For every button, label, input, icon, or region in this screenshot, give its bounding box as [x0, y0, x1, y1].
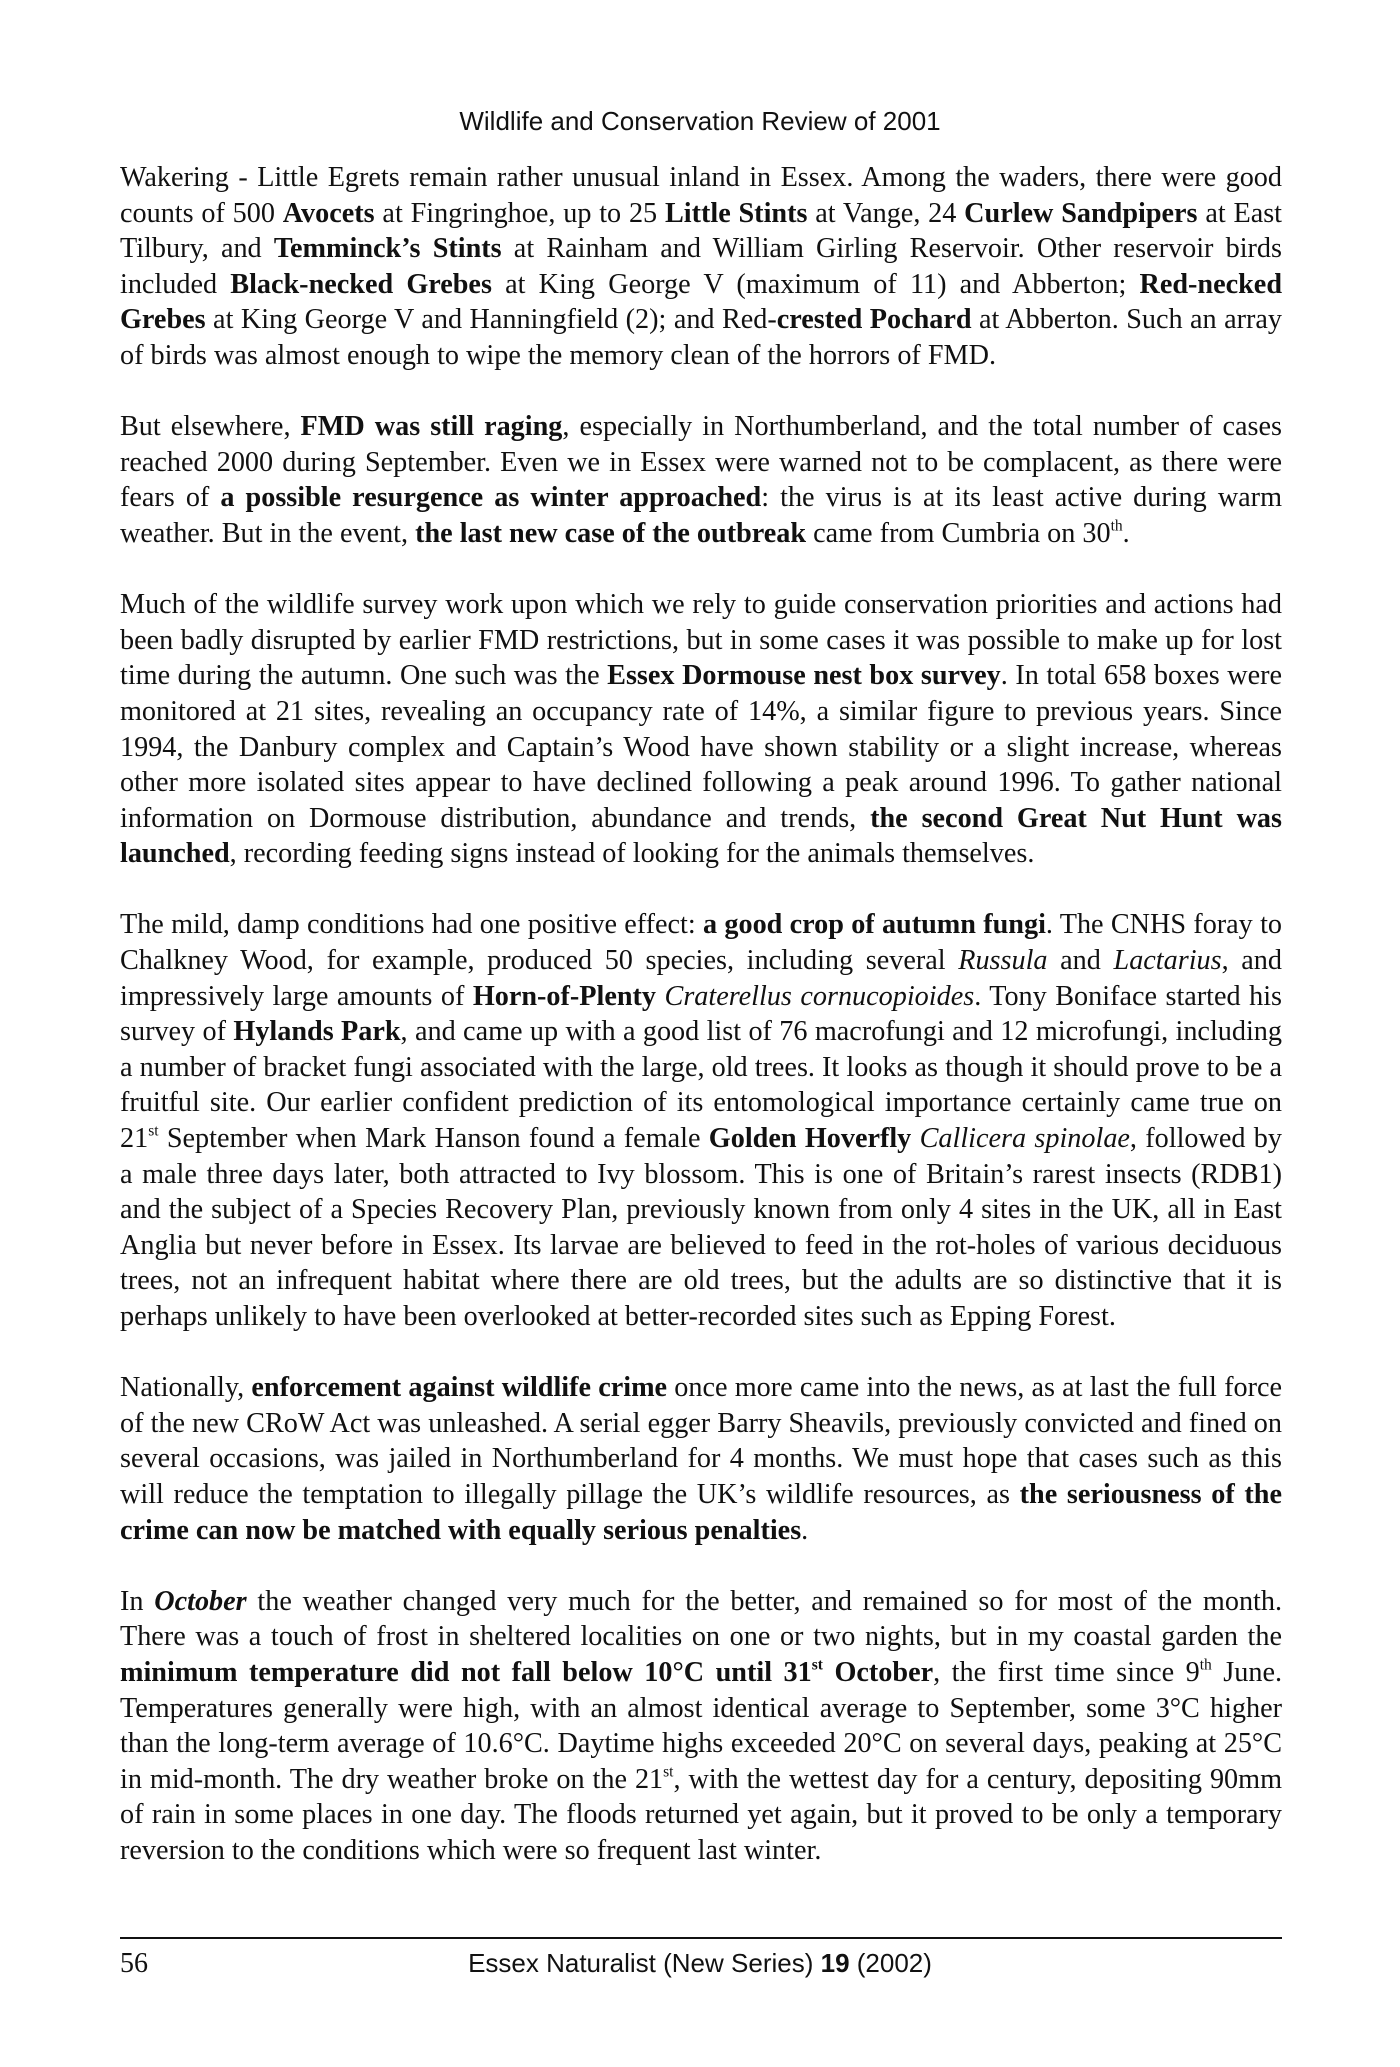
running-head: Wildlife and Conservation Review of 2001	[459, 106, 941, 136]
paragraph	[120, 1370, 1282, 1548]
paragraph	[120, 907, 1282, 1334]
text-run: st	[148, 1122, 159, 1140]
text-run: , especially in Northumberland, and the total number of cases reached 2000 during September. Even we in Essex were warned not to be complacent, as there were fears of	[120, 411, 1282, 514]
text-run: : the virus is at its least active during warm weather. But in the event,	[120, 482, 1282, 549]
text-run: In	[120, 1585, 155, 1617]
text-run: a good crop of autumn fungi	[703, 909, 1046, 941]
text-run: Temminck’s Stints	[273, 233, 502, 265]
text-run: But elsewhere,	[120, 411, 301, 443]
text-run: September when Mark Hanson found a female	[158, 1123, 709, 1155]
text-run: st	[811, 1656, 823, 1674]
text-run: the seriousness of the crime can now be matched with equally serious penalties	[120, 1478, 1282, 1546]
text-run: the weather changed very much for the better, and remained so for most of the month. There was a touch of frost in sheltered localities on one or two nights, but in my coastal garden the	[120, 1585, 1283, 1653]
text-run: the second Great Nut Hunt was launched	[120, 802, 1282, 870]
text-run: at King George V and Hanningfield (2); and Red-	[205, 304, 777, 336]
text-run	[656, 981, 665, 1012]
paragraph	[120, 587, 1282, 872]
text-run: Lactarius	[1113, 945, 1222, 977]
text-run: st	[663, 1763, 674, 1781]
text-run: Curlew Sandpipers	[964, 197, 1198, 229]
text-run: and	[1047, 945, 1114, 977]
journal-title: Essex Naturalist (New Series)	[468, 1948, 821, 1978]
text-run: th	[1199, 1656, 1212, 1674]
text-run: . The CNHS foray to Chalkney Wood, for example, produced 50 species, including several	[120, 909, 1282, 977]
text-run: .	[1122, 517, 1130, 549]
text-run: The mild, damp conditions had one positive effect:	[120, 909, 704, 941]
text-run: Craterellus cornucopioides	[664, 980, 975, 1012]
text-run: th	[1110, 517, 1123, 535]
text-run: at East Tilbury, and	[120, 197, 1283, 265]
text-run: . In total 658 boxes were monitored at 21 sites, revealing an occupancy rate of 14%, a similar figure to previous years. Since 1994, the Danbury complex and Captain’s Wood have shown stability or a slight increase, whereas other more isolated sites appear to have declined following a peak around 1996. To gather national information on Dormouse distribution, abundance and trends,	[120, 660, 1282, 834]
text-run: Nationally,	[120, 1372, 252, 1404]
text-run: Callicera spinolae	[919, 1123, 1130, 1155]
text-run: at Fingringhoe, up to 25	[374, 197, 665, 229]
journal-volume: 19	[820, 1948, 850, 1978]
text-run: at Rainham and William Girling Reservoir. Other reservoir birds included	[120, 233, 1282, 300]
text-run: . Tony Boniface started his survey of	[120, 980, 1282, 1048]
page-number: 56	[120, 1948, 148, 1979]
text-run: enforcement against wildlife crime	[251, 1372, 668, 1404]
article-body	[120, 160, 1282, 1904]
text-run: , recording feeding signs instead of looking for the animals themselves.	[229, 838, 1035, 870]
text-run: , followed by a male three days later, both attracted to Ivy blossom. This is one of Britain’s rarest insects (RDB1) and the subject of a Species Recovery Plan, previously known from only 4 sites in the UK, all in East Anglia but never before in Essex. Its larvae are believed to feed in the rot-holes of various deciduous trees, not an infrequent habitat where there are old trees, but the adults are so distinctive that it is perhaps unlikely to have been overlooked at better-recorded sites such as Epping Forest.	[120, 1123, 1282, 1332]
text-run: FMD was still raging	[300, 411, 563, 443]
text-run: a possible resurgence as winter approached	[220, 482, 762, 514]
text-run: , the first time since 9	[933, 1656, 1200, 1688]
text-run: at Abberton. Such an array of birds was almost enough to wipe the memory clean of the horrors of FMD.	[120, 304, 1282, 371]
text-run: Red-necked Grebes	[120, 268, 1282, 336]
text-run: Black-necked Grebes	[230, 268, 492, 300]
journal-footer	[0, 1948, 1400, 1979]
text-run: minimum temperature did not fall below 10°C until 31	[120, 1656, 812, 1688]
text-run: Avocets	[282, 197, 375, 229]
text-run: October	[154, 1585, 247, 1617]
journal-year: (2002)	[849, 1948, 932, 1978]
text-run: Russula	[958, 945, 1048, 977]
paragraph	[120, 160, 1282, 374]
text-run: October	[822, 1656, 934, 1688]
text-run: the last new case of the outbreak	[415, 517, 807, 549]
text-run: Horn-of-Plenty	[472, 980, 657, 1012]
text-run: Wakering - Little Egrets remain rather unusual inland in Essex. Among the waders, there were good counts of 500	[120, 162, 1282, 229]
text-run: June. Temperatures generally were high, with an almost identical average to September, some 3°C higher than the long-term average of 10.6°C. Daytime highs exceeded 20°C on several days, peaking at 25°C in mid-month. The dry weather broke on the 21	[120, 1656, 1283, 1795]
footer-rule	[120, 1937, 1282, 1939]
text-run: , with the wettest day for a century, depositing 90mm of rain in some places in one day. The floods returned yet again, but it proved to be only a temporary reversion to the conditions which were so frequent last winter.	[120, 1763, 1283, 1866]
text-run: Much of the wildlife survey work upon which we rely to guide conservation priorities and actions had been badly disrupted by earlier FMD restrictions, but in some cases it was possible to make up for lost time during the autumn. One such was the	[120, 589, 1282, 692]
text-run: once more came into the news, as at last the full force of the new CRoW Act was unleashed. A serial egger Barry Sheavils, previously convicted and fined on several occasions, was jailed in Northumberland for 4 months. We must hope that cases such as this will reduce the temptation to illegally pillage the UK’s wildlife resources, as	[120, 1372, 1282, 1510]
text-run	[911, 1123, 919, 1154]
text-run: Hylands Park	[233, 1016, 401, 1048]
text-run: .	[801, 1514, 809, 1546]
text-run: , and came up with a good list of 76 macrofungi and 12 microfungi, including a number of bracket fungi associated with the large, old trees. It looks as though it should prove to be a fruitful site. Our earlier confident prediction of its entomological importance certainly came true on 21	[120, 1016, 1282, 1155]
text-run: came from Cumbria on 30	[806, 517, 1111, 549]
text-run: , and impressively large amounts of	[120, 945, 1282, 1012]
text-run: Little Stints	[664, 197, 808, 229]
text-run: at King George V (maximum of 11) and Abberton;	[491, 268, 1140, 300]
text-run: crested Pochard	[776, 304, 972, 336]
text-run: Golden Hoverfly	[708, 1123, 912, 1155]
text-run: Essex Dormouse nest box survey	[607, 660, 1001, 692]
paragraph	[120, 409, 1282, 551]
text-run: at Vange, 24	[807, 197, 965, 229]
paragraph	[120, 1584, 1282, 1869]
